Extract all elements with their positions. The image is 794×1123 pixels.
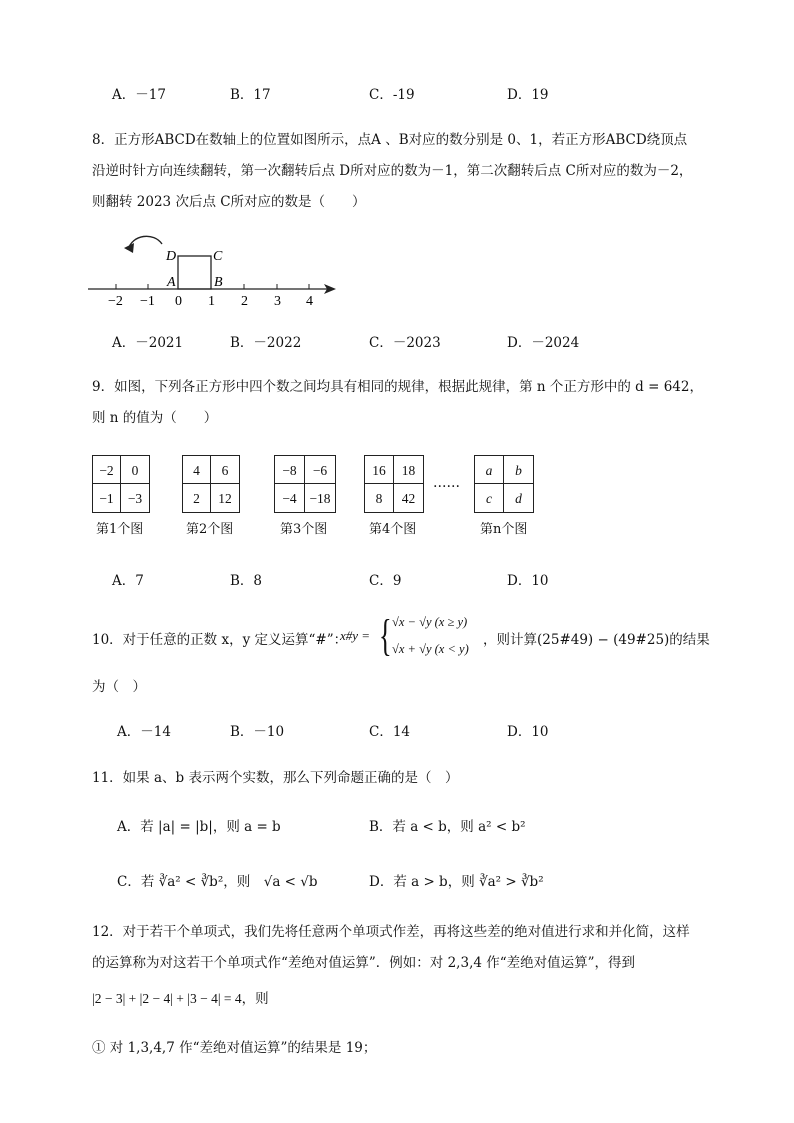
q10-option-b: B．－10 xyxy=(230,724,285,740)
tick-label: 4 xyxy=(306,294,313,308)
q9-caption-1: 第1个图 xyxy=(96,522,144,537)
q11-option-a: A．若 |a| = |b|，则 a = b xyxy=(117,819,281,835)
cell-c: −4 xyxy=(274,483,305,513)
q7-option-d: D．19 xyxy=(507,87,549,103)
q7-option-b: B．17 xyxy=(230,87,271,103)
rotation-arrowhead-icon xyxy=(124,243,134,253)
q11-option-b: B．若 a < b，则 a² < b² xyxy=(369,819,526,835)
q9-square-n xyxy=(474,455,534,513)
cell-a: a xyxy=(474,455,504,484)
cell-c: 2 xyxy=(182,483,211,513)
cell-a: −2 xyxy=(92,455,121,484)
q8-stem-line2: 沿逆时针方向连续翻转，第一次翻转后点 D所对应的数为－1，第二次翻转后点 C所对应的数为－2， xyxy=(92,163,693,179)
q9-caption-2: 第2个图 xyxy=(186,522,234,537)
cell-b: 6 xyxy=(210,455,240,484)
cell-b: 0 xyxy=(120,455,150,484)
q10-case-2: √x + √y (x < y) xyxy=(392,642,469,656)
q9-caption-4: 第4个图 xyxy=(369,522,417,537)
q8-number-line-figure xyxy=(88,226,348,308)
q12-statement-1: ① 对 1,3,4,7 作“差绝对值运算”的结果是 19； xyxy=(92,1040,377,1056)
q10-brace: { xyxy=(379,611,392,660)
cell-c: c xyxy=(474,483,504,513)
vertex-label-d: D xyxy=(166,249,177,264)
q9-square-2 xyxy=(182,455,240,513)
q7-option-a: A．－17 xyxy=(112,87,166,103)
tick-label: 0 xyxy=(175,294,182,308)
q8-stem-line1: 8．正方形ABCD在数轴上的位置如图所示，点A 、B对应的数分别是 0、1，若正方形ABCD绕顶点 xyxy=(92,132,688,148)
q9-caption-3: 第3个图 xyxy=(280,522,328,537)
q7-option-c: C．-19 xyxy=(369,87,415,103)
q10-stem-suffix: ，则计算(25#49) − (49#25)的结果 xyxy=(483,632,710,648)
q9-option-c: C．9 xyxy=(369,573,402,589)
cell-b: −6 xyxy=(304,455,336,484)
q9-square-4 xyxy=(364,455,424,513)
cell-c: 8 xyxy=(364,483,394,513)
cell-a: 4 xyxy=(182,455,211,484)
cell-d: −3 xyxy=(120,483,150,513)
q10-option-d: D．10 xyxy=(507,724,549,740)
vertex-label-a: A xyxy=(167,275,176,290)
q10-stem-prefix: 10．对于任意的正数 x，y 定义运算“#”： xyxy=(92,632,348,648)
q10-option-c: C．14 xyxy=(369,724,411,740)
q12-stem-line3: |2 − 3| + |2 − 4| + |3 − 4| = 4，则 xyxy=(92,991,269,1006)
q8-option-b: B．－2022 xyxy=(230,335,302,351)
vertex-label-c: C xyxy=(213,249,223,264)
cell-d: d xyxy=(503,483,534,513)
q12-stem-line2: 的运算称为对这若干个单项式作“差绝对值运算”．例如：对 2,3,4 作“差绝对值运算”，得到 xyxy=(92,955,636,971)
cell-b: 18 xyxy=(393,455,424,484)
q10-definition-lhs: x#y = xyxy=(340,628,371,643)
q10-option-a: A．－14 xyxy=(117,724,171,740)
cell-d: −18 xyxy=(304,483,336,513)
tick-label: 2 xyxy=(241,294,248,308)
q9-ellipsis: …… xyxy=(433,475,460,491)
q8-option-c: C．－2023 xyxy=(369,335,441,351)
tick-label: −1 xyxy=(140,294,155,308)
q9-option-d: D．10 xyxy=(507,573,549,589)
q9-caption-n: 第n个图 xyxy=(480,522,528,537)
tick-label: 1 xyxy=(208,294,215,308)
q8-option-a: A．－2021 xyxy=(112,335,184,351)
q9-square-1 xyxy=(92,455,150,513)
q11-stem: 11．如果 a、b 表示两个实数，那么下列命题正确的是（ ） xyxy=(92,770,459,786)
q9-option-a: A．7 xyxy=(112,573,144,589)
q9-stem-line1: 9．如图，下列各正方形中四个数之间均具有相同的规律，根据此规律，第 n 个正方形中的 d = 642， xyxy=(92,379,703,395)
vertex-label-b: B xyxy=(214,275,223,290)
cell-a: −8 xyxy=(274,455,305,484)
q12-stem-line1: 12．对于若干个单项式，我们先将任意两个单项式作差，再将这些差的绝对值进行求和并化简，这样 xyxy=(92,924,690,940)
cell-c: −1 xyxy=(92,483,121,513)
tick-label: 3 xyxy=(274,294,281,308)
tick-label: −2 xyxy=(108,294,123,308)
q10-case-1: √x − √y (x ≥ y) xyxy=(392,615,468,629)
cell-d: 12 xyxy=(210,483,240,513)
q8-option-d: D．－2024 xyxy=(507,335,580,351)
cell-b: b xyxy=(503,455,534,484)
q9-square-3 xyxy=(274,455,336,513)
q8-stem-line3: 则翻转 2023 次后点 C所对应的数是（ ） xyxy=(92,194,366,210)
square-abcd xyxy=(178,256,211,289)
q9-stem-line2: 则 n 的值为（ ） xyxy=(92,410,218,426)
q9-option-b: B．8 xyxy=(230,573,263,589)
q11-option-c: C．若 ∛a² < ∛b²，则 √a < √b xyxy=(117,874,318,890)
cell-a: 16 xyxy=(364,455,394,484)
cell-d: 42 xyxy=(393,483,424,513)
q11-option-d: D．若 a > b，则 ∛a² > ∛b² xyxy=(369,874,544,890)
q10-stem-line2: 为（ ） xyxy=(92,679,146,695)
